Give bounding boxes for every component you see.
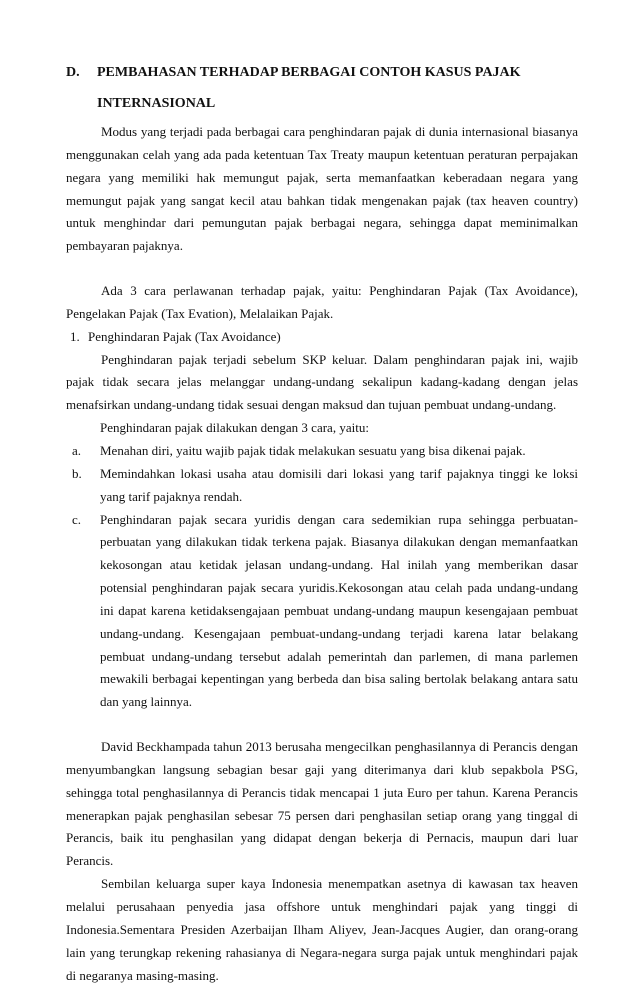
section-number: D. bbox=[66, 65, 80, 80]
list-item bbox=[66, 509, 578, 715]
intro-paragraph: Modus yang terjadi pada berbagai cara penghindaran pajak di dunia internasional biasanya menggunakan celah yang ada pada ketentuan Tax Treaty maupun ketentuan peraturan perpajakan negara yang memiliki hak memungut pajak, serta memanfaatkan keberadaan negara yang memungut pajak yang sangat kecil atau bahkan tidak mengenakan pajak (tax heaven country) untuk menghindar dari pemungutan pajak berbagai negara, sehingga dapat meminimalkan pembayaran pajaknya. bbox=[66, 124, 578, 254]
body-text bbox=[66, 121, 578, 987]
avoidance-methods-intro: Penghindaran pajak dilakukan dengan 3 cara, yaitu: bbox=[100, 420, 369, 436]
list-item bbox=[66, 463, 578, 509]
section-title: PEMBAHASAN TERHADAP BERBAGAI CONTOH KASUS PAJAK INTERNASIONAL bbox=[97, 65, 521, 111]
list-item-text: Penghindaran pajak secara yuridis dengan cara sedemikian rupa sehingga perbuatan-perbuatan yang dilakukan tidak terkena pajak. Biasanya dilakukan dengan memanfaatkan kekosongan atau ketidak jelasan undang-undang. Hal inilah yang memberikan dasar potensial penghindaran pajak secara yuridis.Kekosongan atau celah pada undang-undang ini dapat karena ketidaksengajaan pembuat undang-undang maupun kesengajaan pembuat undang-undang. Kesengajaan pembuat-undang-undang terjadi karena latar belakang pembuat undang-undang tersebut adalah pemerintah dan parlemen, di mana parlemen mewakili berbagai kepentingan yang berbeda dan bisa saling bertolak belakang antara satu dan yang lainnya. bbox=[100, 511, 578, 710]
subsection-heading bbox=[66, 326, 578, 349]
indonesia-paragraph: Sembilan keluarga super kaya Indonesia menempatkan asetnya di kawasan tax heaven melalui perusahaan penyedia jasa offshore untuk menghindari pajak yang tinggi di Indonesia.Sementara Presiden Azerbaijan Ilham Aliyev, Jean-Jacques Augier, dan orang-orang lain yang terungkap rekening rahasianya di Negara-negara surga pajak untuk menghindari pajak di negaranya masing-masing. bbox=[66, 876, 578, 983]
list-item bbox=[66, 440, 578, 463]
list-item-label: a. bbox=[72, 442, 82, 458]
subsection-number: 1. bbox=[70, 328, 80, 344]
list-item-label: b. bbox=[72, 465, 82, 481]
list-item-text: Menahan diri, yaitu wajib pajak tidak melakukan sesuatu yang bisa dikenai pajak. bbox=[100, 442, 526, 458]
three-ways-paragraph: Ada 3 cara perlawanan terhadap pajak, yaitu: Penghindaran Pajak (Tax Avoidance), Pengelakan Pajak (Tax Evation), Melalaikan Pajak. bbox=[66, 283, 578, 321]
avoidance-paragraph: Penghindaran pajak terjadi sebelum SKP keluar. Dalam penghindaran pajak ini, wajib pajak tidak secara jelas melanggar undang-undang sekalipun kadang-kadang dengan jelas menafsirkan undang-undang tidak sesuai dengan maksud dan tujuan pembuat undang-undang. bbox=[66, 351, 578, 413]
list-item-label: c. bbox=[72, 511, 82, 527]
section-heading bbox=[66, 57, 586, 119]
subsection-title: Penghindaran Pajak (Tax Avoidance) bbox=[88, 328, 281, 344]
list-item-text: Memindahkan lokasi usaha atau domisili dari lokasi yang tarif pajaknya tinggi ke loksi yang tarif pajaknya rendah. bbox=[100, 465, 578, 504]
beckham-paragraph: David Beckhampada tahun 2013 berusaha mengecilkan penghasilannya di Perancis dengan menyumbangkan langsung sebagian besar gaji yang diterimanya dari klub sepakbola PSG, sehingga total penghasilannya di Perancis tidak mencapai 1 juta Euro per tahun. Karena Perancis menerapkan pajak penghasilan sebesar 75 persen dari penghasilan setiap orang yang tinggal di Perancis, baik itu penghasilan yang didapat dengan bekerja di Pernacis, maupun dari luar Perancis. bbox=[66, 739, 578, 869]
